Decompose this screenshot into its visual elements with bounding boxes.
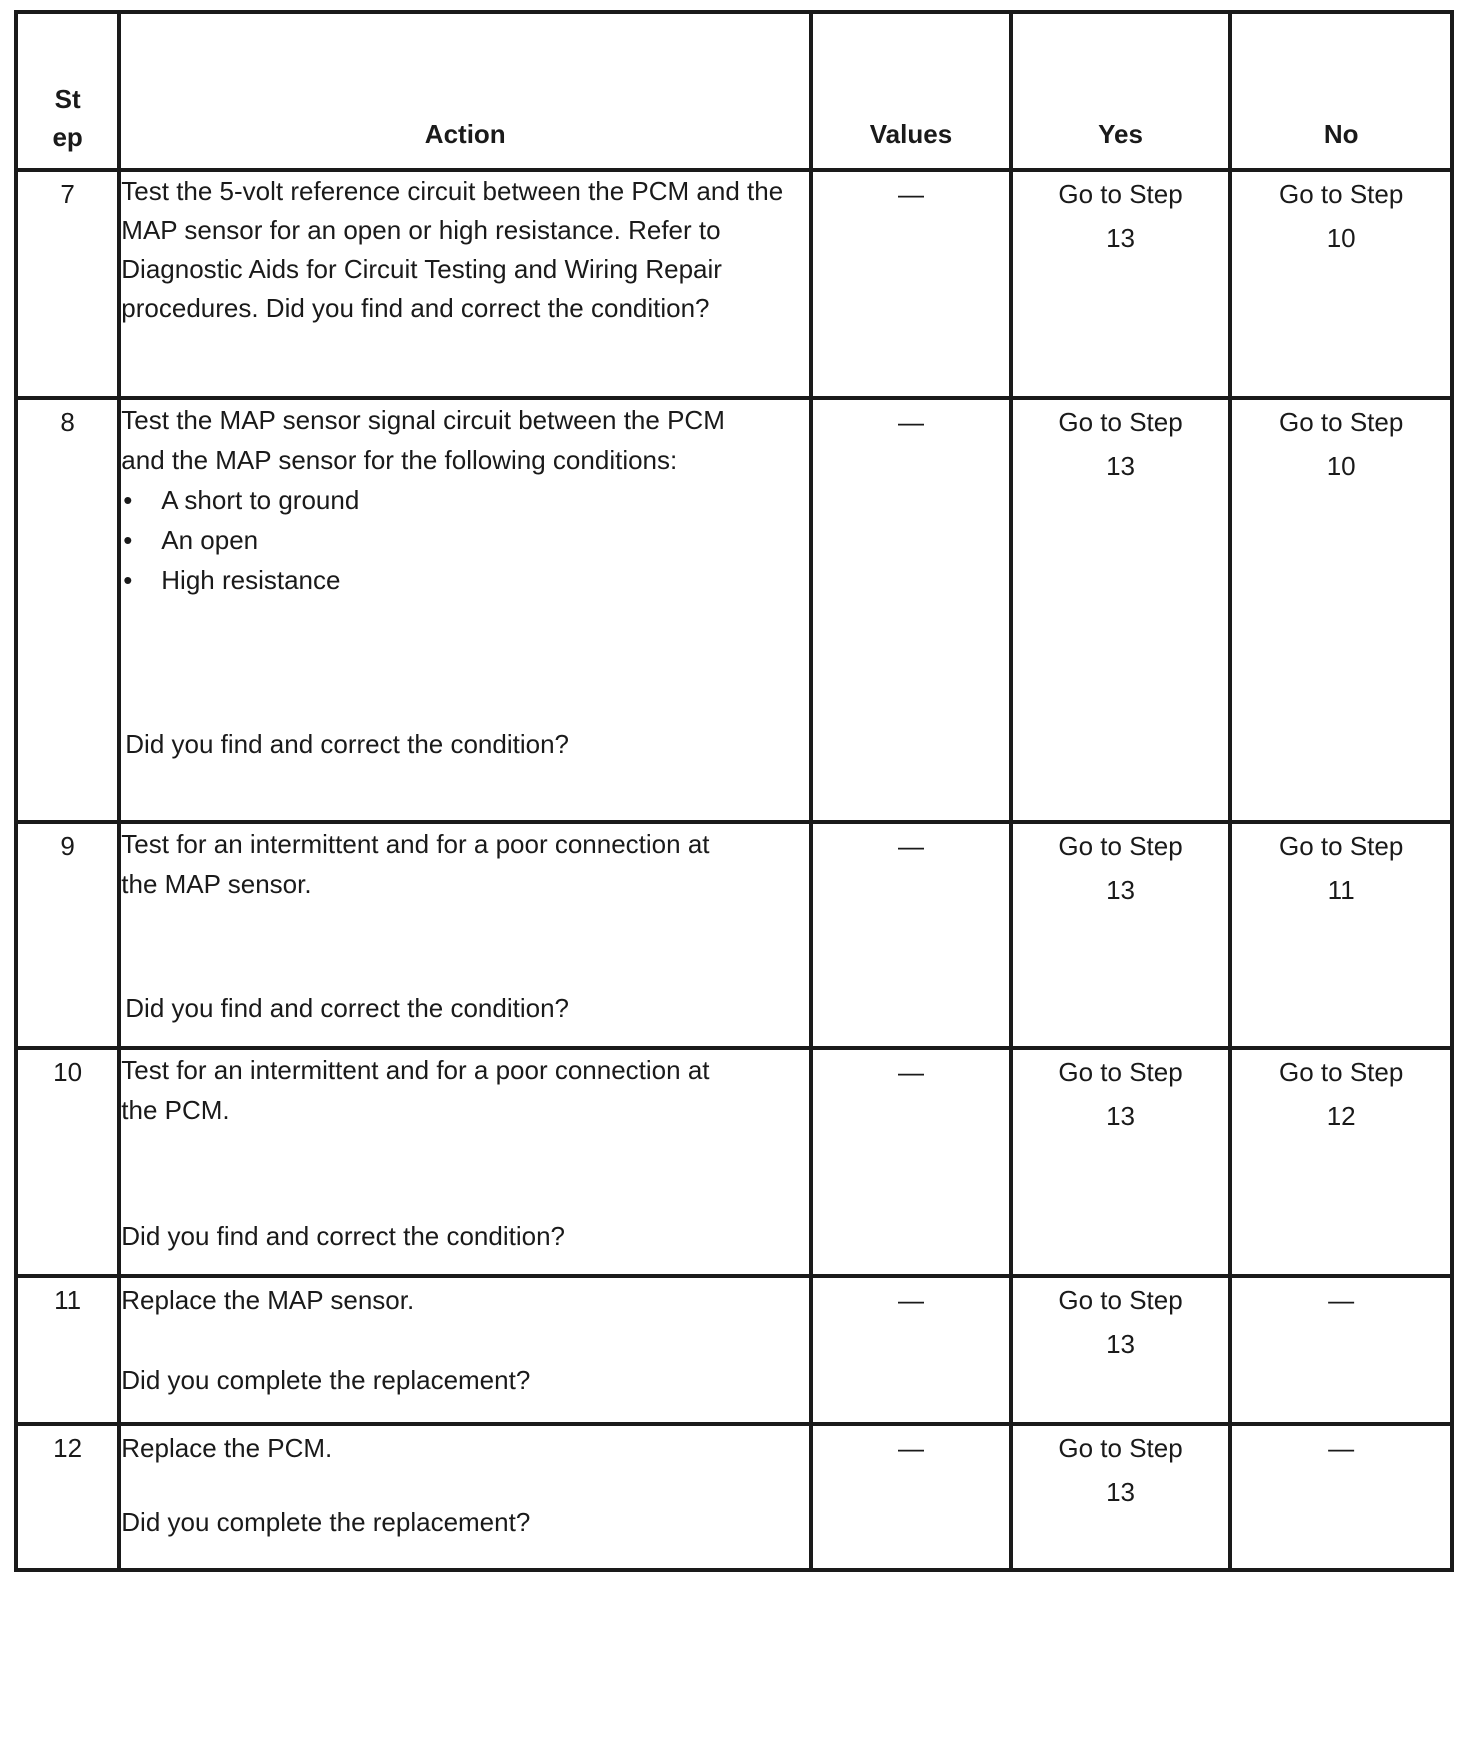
- action-column-header: Action: [119, 12, 811, 170]
- yes-goto-step: 13: [1106, 1329, 1136, 1359]
- table-row: [16, 1276, 1452, 1424]
- yes-cell: [1011, 1048, 1231, 1276]
- yes-goto-step: 13: [1106, 223, 1136, 253]
- yes-goto-step: 13: [1106, 1477, 1136, 1507]
- yes-goto-label: Go to Step: [1058, 1057, 1183, 1087]
- yes-goto-label: Go to Step: [1058, 1285, 1183, 1315]
- action-question: Did you find and correct the condition?: [125, 993, 569, 1023]
- action-question: Did you find and correct the condition?: [125, 729, 569, 759]
- action-cell: [119, 1424, 811, 1570]
- yes-cell: [1011, 822, 1231, 1048]
- yes-column-header: Yes: [1011, 12, 1231, 170]
- action-cell: [119, 822, 811, 1048]
- header-row: [16, 12, 1452, 170]
- step-number: 9: [16, 822, 119, 1048]
- table-row: [16, 1048, 1452, 1276]
- action-question: Did you complete the replacement?: [121, 1507, 531, 1537]
- no-cell: [1230, 398, 1452, 822]
- no-goto-label: Go to Step: [1279, 1057, 1404, 1087]
- no-goto-label: Go to Step: [1279, 179, 1404, 209]
- values-cell: —: [811, 1424, 1011, 1570]
- step-column-header: St ep: [16, 12, 119, 170]
- step-number: 10: [16, 1048, 119, 1276]
- condition-list: [121, 480, 809, 600]
- step-number: 7: [16, 170, 119, 398]
- step-number: 11: [16, 1276, 119, 1424]
- no-goto-label: Go to Step: [1279, 831, 1404, 861]
- no-cell: [1230, 170, 1452, 398]
- no-cell: —: [1230, 1276, 1452, 1424]
- no-goto-label: Go to Step: [1279, 407, 1404, 437]
- table-row: [16, 1424, 1452, 1570]
- action-text: Replace the MAP sensor.: [121, 1285, 415, 1315]
- action-text: Replace the PCM.: [121, 1433, 333, 1463]
- action-cell: [119, 1276, 811, 1424]
- no-column-header: No: [1230, 12, 1452, 170]
- table-row: [16, 398, 1452, 822]
- yes-goto-label: Go to Step: [1058, 179, 1183, 209]
- action-text: Test for an intermittent and for a poor connection at the PCM.: [121, 1055, 710, 1125]
- step-number: 8: [16, 398, 119, 822]
- yes-goto-step: 13: [1106, 1101, 1136, 1131]
- yes-cell: [1011, 1276, 1231, 1424]
- action-text: Test the 5-volt reference circuit between the PCM and the MAP sensor for an open or high resistance. Refer to Diagnostic Aids for Circuit Testing and Wiring Repair procedures. Did you find and correct the condition?: [121, 176, 784, 323]
- no-cell: [1230, 822, 1452, 1048]
- action-question: Did you complete the replacement?: [121, 1365, 531, 1395]
- yes-goto-step: 13: [1106, 451, 1136, 481]
- values-column-header: Values: [811, 12, 1011, 170]
- values-cell: —: [811, 1048, 1011, 1276]
- yes-cell: [1011, 170, 1231, 398]
- diagnostic-steps-table: [14, 10, 1454, 1572]
- yes-goto-label: Go to Step: [1058, 1433, 1183, 1463]
- table-row: [16, 170, 1452, 398]
- no-goto-step: 10: [1326, 451, 1356, 481]
- diagnostic-table-page: [14, 10, 1454, 1572]
- yes-cell: [1011, 398, 1231, 822]
- no-goto-step: 10: [1326, 223, 1356, 253]
- action-cell: [119, 1048, 811, 1276]
- list-item: • An open: [123, 525, 259, 555]
- action-cell: [119, 398, 811, 822]
- no-cell: [1230, 1048, 1452, 1276]
- values-cell: —: [811, 1276, 1011, 1424]
- action-question: Did you find and correct the condition?: [121, 1221, 565, 1251]
- values-cell: —: [811, 398, 1011, 822]
- list-item: • High resistance: [123, 565, 341, 595]
- yes-goto-step: 13: [1106, 875, 1136, 905]
- step-number: 12: [16, 1424, 119, 1570]
- no-cell: —: [1230, 1424, 1452, 1570]
- yes-goto-label: Go to Step: [1058, 407, 1183, 437]
- action-text: Test for an intermittent and for a poor connection at the MAP sensor.: [121, 829, 710, 899]
- yes-cell: [1011, 1424, 1231, 1570]
- values-cell: —: [811, 822, 1011, 1048]
- action-cell: [119, 170, 811, 398]
- action-text: Test the MAP sensor signal circuit between the PCM and the MAP sensor for the following conditions:: [121, 405, 725, 475]
- yes-goto-label: Go to Step: [1058, 831, 1183, 861]
- list-item: • A short to ground: [123, 485, 360, 515]
- no-goto-step: 12: [1326, 1101, 1356, 1131]
- values-cell: —: [811, 170, 1011, 398]
- no-goto-step: 11: [1327, 875, 1355, 905]
- table-row: [16, 822, 1452, 1048]
